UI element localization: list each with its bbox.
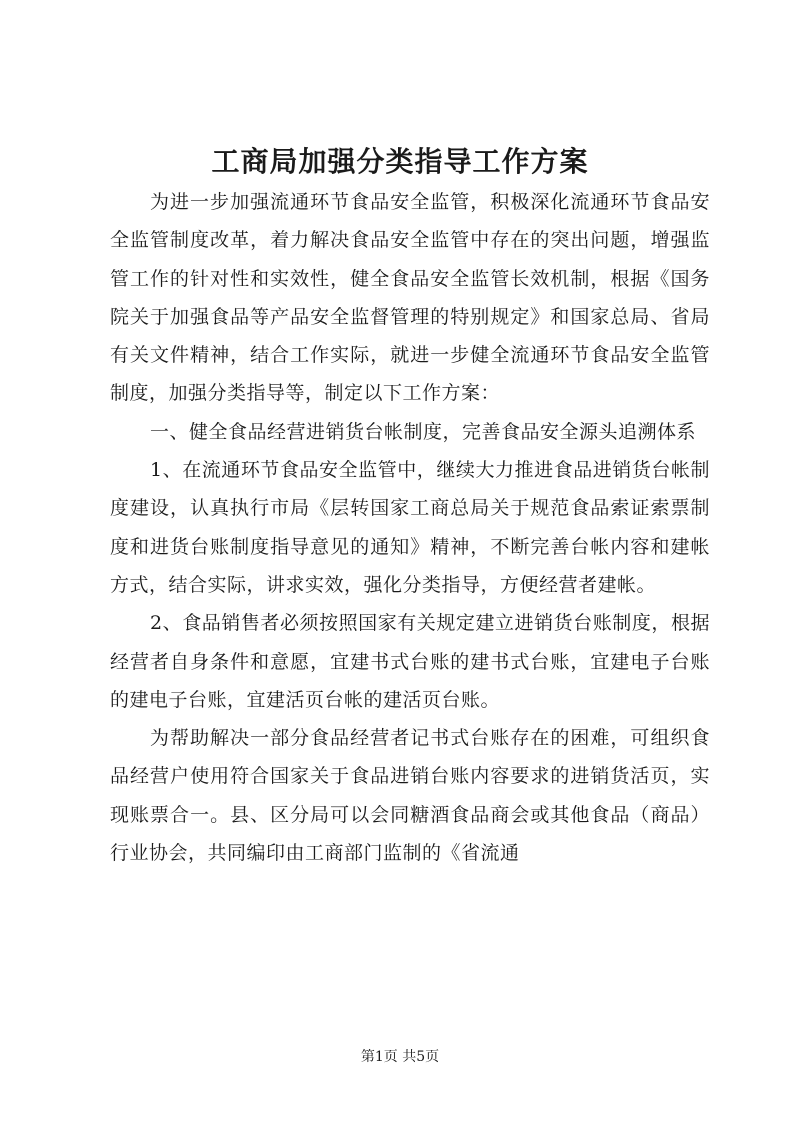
paragraph-item-2: 2、食品销售者必须按照国家有关规定建立进销货台账制度，根据经营者自身条件和意愿，宜建书式台账的建书式台账，宜建电子台账的建电子台账，宜建活页台帐的建活页台账。 bbox=[110, 612, 710, 711]
document-body bbox=[110, 183, 710, 872]
paragraph-ledger-help: 为帮助解决一部分食品经营者记书式台账存在的困难，可组织食品经营户使用符合国家关于食品进销台账内容要求的进销货活页，实现账票合一。县、区分局可以会同糖酒食品商会或其他食品（商品）行业协会，共同编印由工商部门监制的《省流通 bbox=[110, 727, 710, 865]
paragraph-intro: 为进一步加强流通环节食品安全监管，积极深化流通环节食品安全监管制度改革，着力解决食品安全监管中存在的突出问题，增强监管工作的针对性和实效性，健全食品安全监管长效机制，根据《国务院关于加强食品等产品安全监督管理的特别规定》和国家总局、省局有关文件精神，结合工作实际，就进一步健全流通环节食品安全监管制度，加强分类指导等，制定以下工作方案： bbox=[110, 191, 710, 405]
paragraph-item-1: 1、在流通环节食品安全监管中，继续大力推进食品进销货台帐制度建设，认真执行市局《层转国家工商总局关于规范食品索证索票制度和进货台账制度指导意见的通知》精神，不断完善台帐内容和建帐方式，结合实际，讲求实效，强化分类指导，方便经营者建帐。 bbox=[110, 459, 710, 596]
document-title: 工商局加强分类指导工作方案 bbox=[211, 145, 589, 178]
section-heading-1: 一、健全食品经营进销货台帐制度，完善食品安全源头追溯体系 bbox=[150, 420, 697, 443]
page-number-footer: 第1页 共5页 bbox=[360, 1049, 440, 1065]
